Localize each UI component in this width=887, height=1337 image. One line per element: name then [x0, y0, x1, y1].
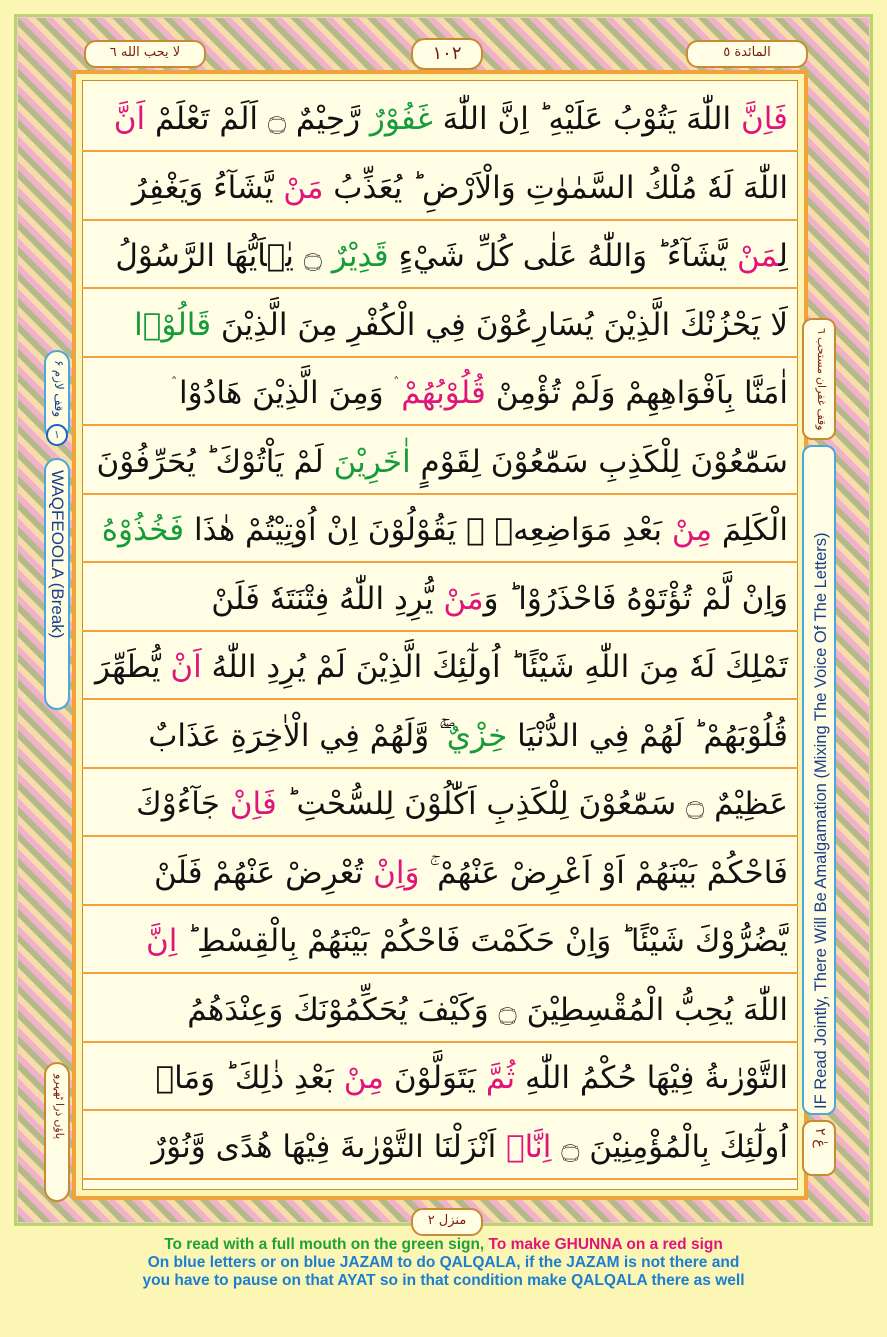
verse-line [82, 703, 798, 769]
verse-segment: مِنْ [343, 1060, 384, 1096]
amalgamation-note: IF Read Jointly, There Will Be Amalgamation (Mixing The Voice Of The Letters) [812, 532, 830, 1109]
verse-segment: ۖۚ وَّلَهُمْ فِي الْاٰخِرَةِ عَذَابٌ [148, 717, 447, 754]
left-note-text: وقف لازم ۶ [52, 360, 66, 418]
manzil-marker: منزل ٢ [411, 1208, 483, 1236]
verse-line [82, 86, 798, 152]
verse-line [82, 360, 798, 426]
verse-segment: مَنْ [737, 238, 779, 274]
verse-segment: تَمْلِكَ لَهٗ مِنَ اللّٰهِ شَيْئًا ؕ اُولٰٓئِكَ الَّذِيْنَ لَمْ يُرِدِ اللّٰهُ [201, 649, 788, 685]
verse-line [82, 566, 798, 632]
verse-line [82, 429, 798, 495]
verse-segment: بَعْدِ ذٰلِكَ ؕ وَمَاۤ [155, 1060, 344, 1096]
verse-segment: فَاحْكُمْ بَيْنَهُمْ اَوْ اَعْرِضْ عَنْهُمْ ۚ [419, 854, 788, 891]
verse-segment: اٰمَنَّا بِاَفْوَاهِهِمْ وَلَمْ تُؤْمِنْ [485, 375, 788, 411]
verse-segment: اَنَّ [113, 101, 146, 137]
verse-line [82, 223, 798, 289]
verse-segment: وَاِنْ [373, 854, 420, 891]
verse-segment: ۛ وَمِنَ الَّذِيْنَ هَادُوْا ۛ [171, 375, 402, 411]
verse-segment: ۝ يٰۤاَيُّهَا الرَّسُوْلُ [115, 238, 332, 274]
surah-name-cartouche [686, 40, 808, 68]
verse-segment: اِنَّاۤ [506, 1128, 552, 1165]
green-sign-note: To read with a full mouth on the green sign, [164, 1236, 485, 1253]
ruku-icon: ١ [46, 424, 68, 446]
verse-line [82, 634, 798, 700]
ruku-marker: عٰ ٢ [813, 1128, 829, 1148]
verse-line [82, 977, 798, 1043]
verse-segment: خِزْيٌ [446, 717, 508, 754]
verse-segment: مِنْ [671, 512, 713, 548]
left-bottom-note: پاؤں ذرا ٹھہرو [53, 1074, 65, 1140]
verse-segment: وَاِنْ لَّمْ تُؤْتَوْهُ فَاحْذَرُوْا ؕ وَ [483, 580, 788, 617]
verse-line [82, 908, 798, 974]
verse-segment: سَمّٰعُوْنَ لِلْكَذِبِ سَمّٰعُوْنَ لِقَوْمٍ [410, 443, 788, 480]
verse-segment: قَالُوْۤا [134, 306, 212, 343]
verse-segment: رَّحِيْمٌ ۝ اَلَمْ تَعْلَمْ [145, 101, 370, 137]
waqf-label: WAQFEOOLA (Break) [48, 470, 67, 639]
verse-segment: اللّٰهَ يَتُوْبُ عَلَيْهِ ؕ اِنَّ اللّٰهَ [432, 101, 732, 137]
surah-name: المائدة ٥ [723, 45, 771, 60]
red-sign-note: To make GHUNNA on a red sign [484, 1236, 723, 1253]
verse-segment: اللّٰهَ لَهٗ مُلْكُ السَّمٰوٰتِ وَالْاَرْضِ ؕ يُعَذِّبُ [323, 169, 788, 206]
verse-segment: فَخُذُوْهُ [101, 512, 185, 548]
verse-segment: فَاِنْ [229, 786, 277, 822]
page-number: ١٠٢ [411, 38, 483, 70]
verse-segment: اِنَّ [145, 923, 178, 959]
juz-name-cartouche [84, 40, 206, 68]
verse-segment: قُلُوْبُهُمْ [401, 375, 486, 411]
verse-segment: قُلُوْبَهُمْ ؕ لَهُمْ فِي الدُّنْيَا [507, 717, 788, 754]
verse-segment: التَّوْرٰىةُ فِيْهَا حُكْمُ اللّٰهِ [515, 1060, 788, 1096]
footer-line-2: On blue letters or on blue JAZAM to do QALQALA, if the JAZAM is not there and [147, 1254, 740, 1271]
verse-line [82, 155, 798, 221]
verse-segment: جَآءُوْكَ [136, 786, 230, 822]
waqf-label-box [44, 458, 70, 710]
verse-segment: عَظِيْمٌ ۝ سَمّٰعُوْنَ لِلْكَذِبِ اَكّٰلُوْنَ لِلسُّحْتِ ؕ [276, 786, 788, 822]
verse-line [82, 292, 798, 358]
juz-name: لا يحب الله ٦ [109, 45, 181, 60]
verse-segment: اُولٰٓئِكَ بِالْمُؤْمِنِيْنَ ۝ [551, 1128, 788, 1165]
verse-segment: لَا يَحْزُنْكَ الَّذِيْنَ يُسَارِعُوْنَ فِي الْكُفْرِ مِنَ الَّذِيْنَ [211, 306, 788, 343]
verse-segment: يُّطَهِّرَ [95, 649, 171, 685]
verse-segment: اَنْ [170, 649, 202, 685]
verse-segment: ثُمَّ [485, 1060, 516, 1096]
footer-line-1 [0, 1236, 887, 1253]
verse-segment: الْكَلِمَ [712, 512, 788, 548]
verse-segment: قَدِيْرٌ [331, 238, 389, 274]
verse-line [82, 771, 798, 837]
verse-segment: اللّٰهَ يُحِبُّ الْمُقْسِطِيْنَ ۝ وَكَيْفَ يُحَكِّمُوْنَكَ وَعِنْدَهُمُ [187, 991, 788, 1028]
verse-segment: مَنْ [283, 169, 324, 206]
verse-segment: يَتَوَلَّوْنَ [383, 1060, 486, 1096]
verse-segment: لَمْ يَاْتُوْكَ ؕ يُحَرِّفُوْنَ [96, 443, 334, 480]
verse-line [82, 1114, 798, 1180]
right-note-box [802, 318, 836, 440]
footer-line-3: you have to pause on that AYAT so in that condition make QALQALA there as well [142, 1272, 745, 1289]
ruku-marker-box [802, 1120, 836, 1176]
right-note-text: وقف غفران مستحب ٦ [815, 328, 827, 431]
verse-segment: لِ [778, 238, 788, 274]
verse-line [82, 497, 798, 563]
verse-segment: اَنْزَلْنَا التَّوْرٰىةَ فِيْهَا هُدًى وَّنُوْرٌ [151, 1128, 507, 1165]
verse-line [82, 840, 798, 906]
verse-segment: بَعْدِ مَوَاضِعِهٖ ۚ يَقُوْلُوْنَ اِنْ اُوْتِيْتُمْ هٰذَا [184, 512, 672, 548]
verse-segment: يَّضُرُّوْكَ شَيْئًا ؕ وَاِنْ حَكَمْتَ فَاحْكُمْ بَيْنَهُمْ بِالْقِسْطِ ؕ [177, 923, 788, 959]
verse-segment: غَفُوْرٌ [369, 101, 433, 137]
verse-segment: مَنْ [443, 580, 484, 617]
left-bottom-note-box [44, 1062, 70, 1202]
verse-segment: فَاِنَّ [731, 101, 788, 137]
verse-segment: يُّرِدِ اللّٰهُ فِتْنَتَهٗ فَلَنْ [211, 580, 444, 617]
verse-segment: يَّشَآءُ ؕ وَاللّٰهُ عَلٰى كُلِّ شَيْءٍ [388, 238, 738, 274]
verse-segment: اٰخَرِيْنَ [333, 443, 411, 480]
amalgamation-note-box [802, 445, 836, 1115]
verse-segment: يَّشَآءُ وَيَغْفِرُ [131, 169, 284, 206]
verse-line [82, 1045, 798, 1111]
verse-segment: تُعْرِضْ عَنْهُمْ فَلَنْ [153, 854, 374, 891]
